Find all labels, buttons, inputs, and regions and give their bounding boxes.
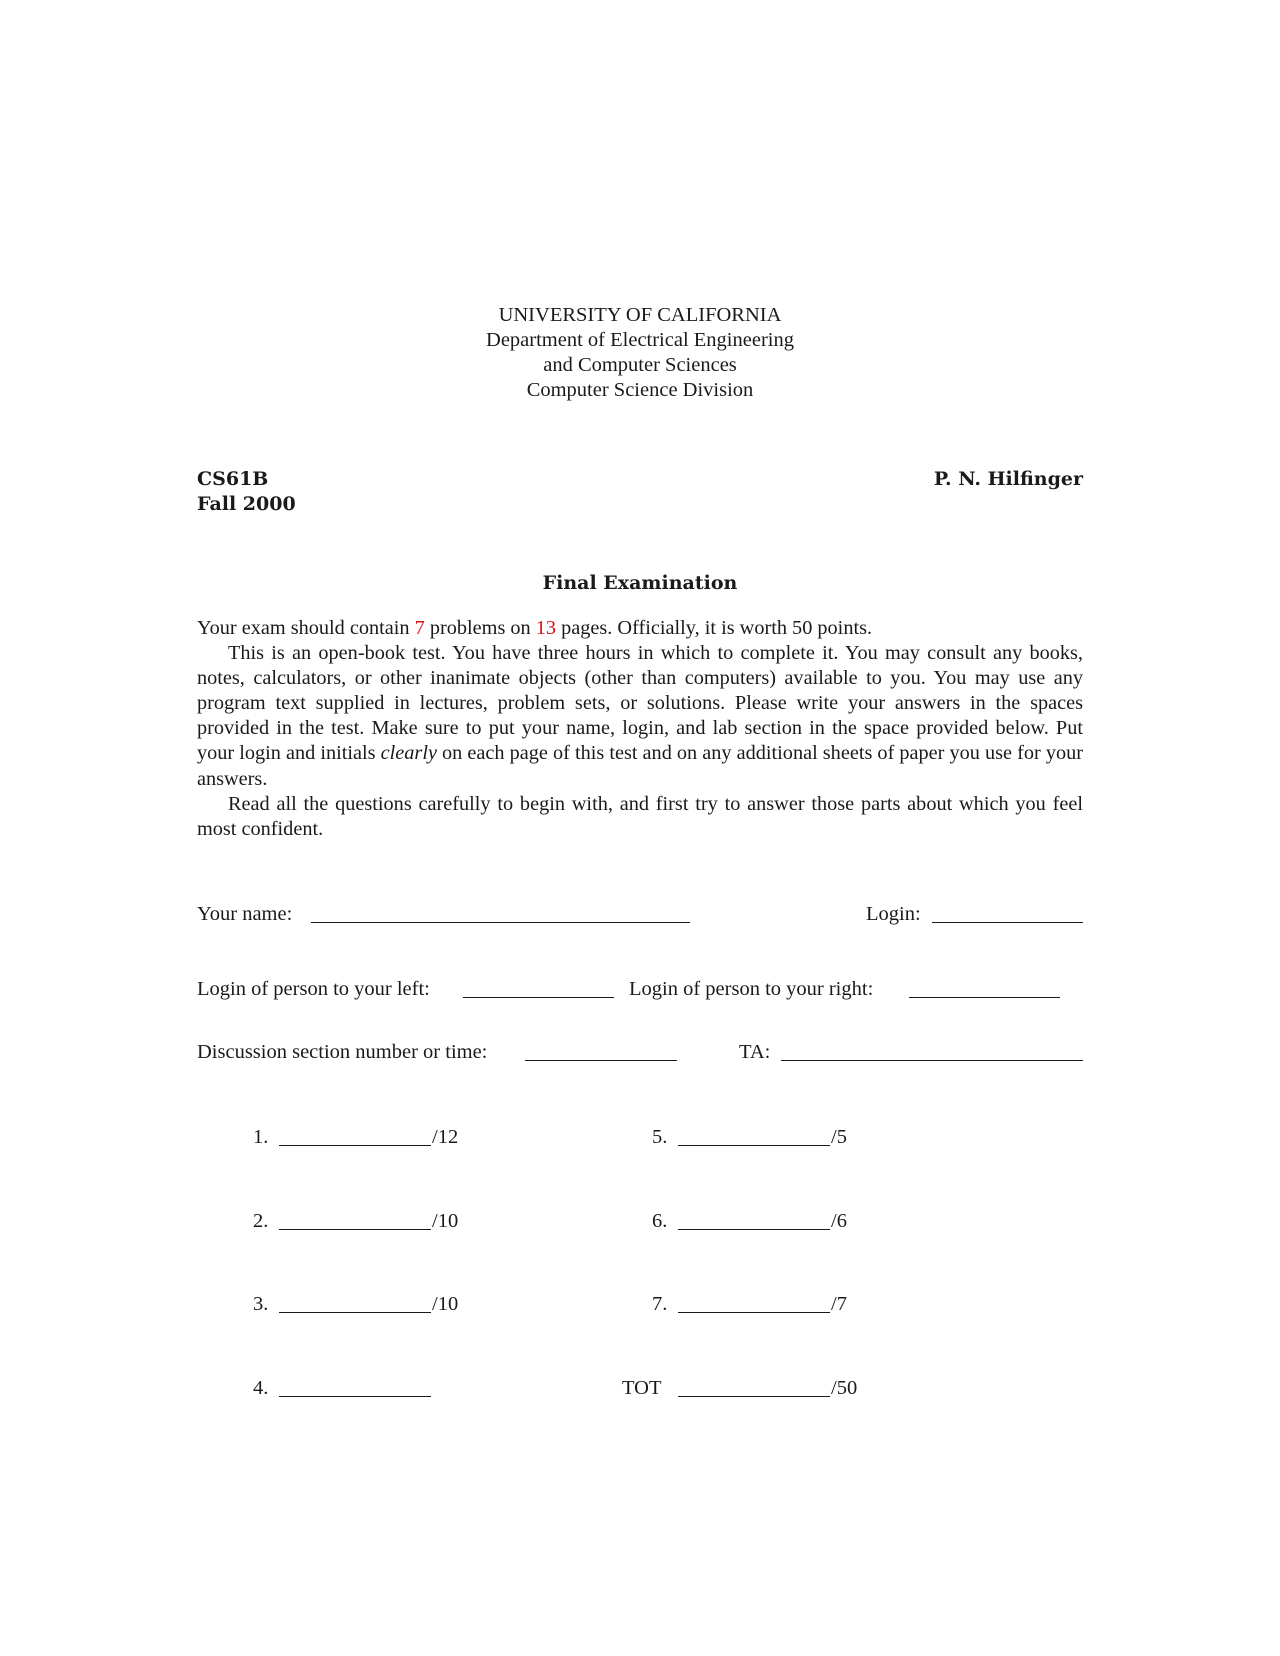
login-label: Login: — [866, 903, 921, 925]
score-field[interactable] — [279, 1229, 431, 1230]
page-title: Final Examination — [542, 572, 738, 594]
right-login-field[interactable] — [909, 997, 1060, 998]
instructor: P. N. Hilfinger — [933, 468, 1083, 490]
score-field[interactable] — [678, 1312, 830, 1313]
section-label: Discussion section number or time: — [197, 1041, 488, 1063]
score-label: 6. — [652, 1210, 668, 1232]
problem-count: 7 — [414, 617, 425, 639]
score-label: 7. — [652, 1293, 668, 1315]
score-field[interactable] — [678, 1145, 830, 1146]
score-label: 3. — [253, 1293, 269, 1315]
score-field[interactable] — [279, 1396, 431, 1397]
score-label: 5. — [652, 1126, 668, 1148]
intro-paragraph: Your exam should contain 7 problems on 13 pages. Officially, it is worth 50 points. — [197, 617, 873, 639]
score-field[interactable] — [279, 1145, 431, 1146]
course-code: CS61B — [197, 468, 269, 490]
total-max: /50 — [831, 1377, 858, 1399]
score-max: /10 — [432, 1210, 459, 1232]
page-count: 13 — [535, 617, 557, 639]
score-label: 4. — [253, 1377, 269, 1399]
instructions-paragraph: This is an open-book test. You have three hours in which to complete it. You may consult any books, notes, calculators, or other inanimate objects (other than computers) available to you. You may use any program text supplied in lectures, problem sets, or solutions. Please write your answers in the spaces provided in the test. Make sure to put your name, login, and lab section in the space provided below. Put your login and initials clearly on each page of this test and on any additional sheets of paper you use for your answers. — [197, 642, 1084, 790]
name-label: Your name: — [197, 903, 293, 925]
advice-paragraph: Read all the questions carefully to begin with, and first try to answer those parts about which you feel most confident. — [197, 792, 1083, 840]
department-name: Department of Electrical Engineering — [486, 329, 794, 351]
login-field[interactable] — [932, 922, 1083, 923]
total-field[interactable] — [678, 1396, 830, 1397]
ta-field[interactable] — [781, 1060, 1083, 1061]
ta-label: TA: — [739, 1041, 771, 1063]
right-login-label: Login of person to your right: — [629, 978, 874, 1000]
score-max: /12 — [432, 1126, 459, 1148]
score-field[interactable] — [678, 1229, 830, 1230]
department-name-cont: and Computer Sciences — [543, 354, 737, 376]
section-field[interactable] — [525, 1060, 677, 1061]
left-login-label: Login of person to your left: — [197, 978, 430, 1000]
instructions-block — [197, 616, 1083, 842]
score-label: 1. — [253, 1126, 269, 1148]
score-max: /10 — [432, 1293, 459, 1315]
left-login-field[interactable] — [463, 997, 614, 998]
score-field[interactable] — [279, 1312, 431, 1313]
university-name: UNIVERSITY OF CALIFORNIA — [498, 304, 782, 326]
total-label: TOT — [622, 1377, 662, 1399]
score-max: /6 — [831, 1210, 847, 1232]
score-max: /5 — [831, 1126, 847, 1148]
score-max: /7 — [831, 1293, 847, 1315]
score-label: 2. — [253, 1210, 269, 1232]
name-field[interactable] — [311, 922, 690, 923]
term: Fall 2000 — [197, 493, 296, 515]
division-name: Computer Science Division — [526, 379, 754, 401]
